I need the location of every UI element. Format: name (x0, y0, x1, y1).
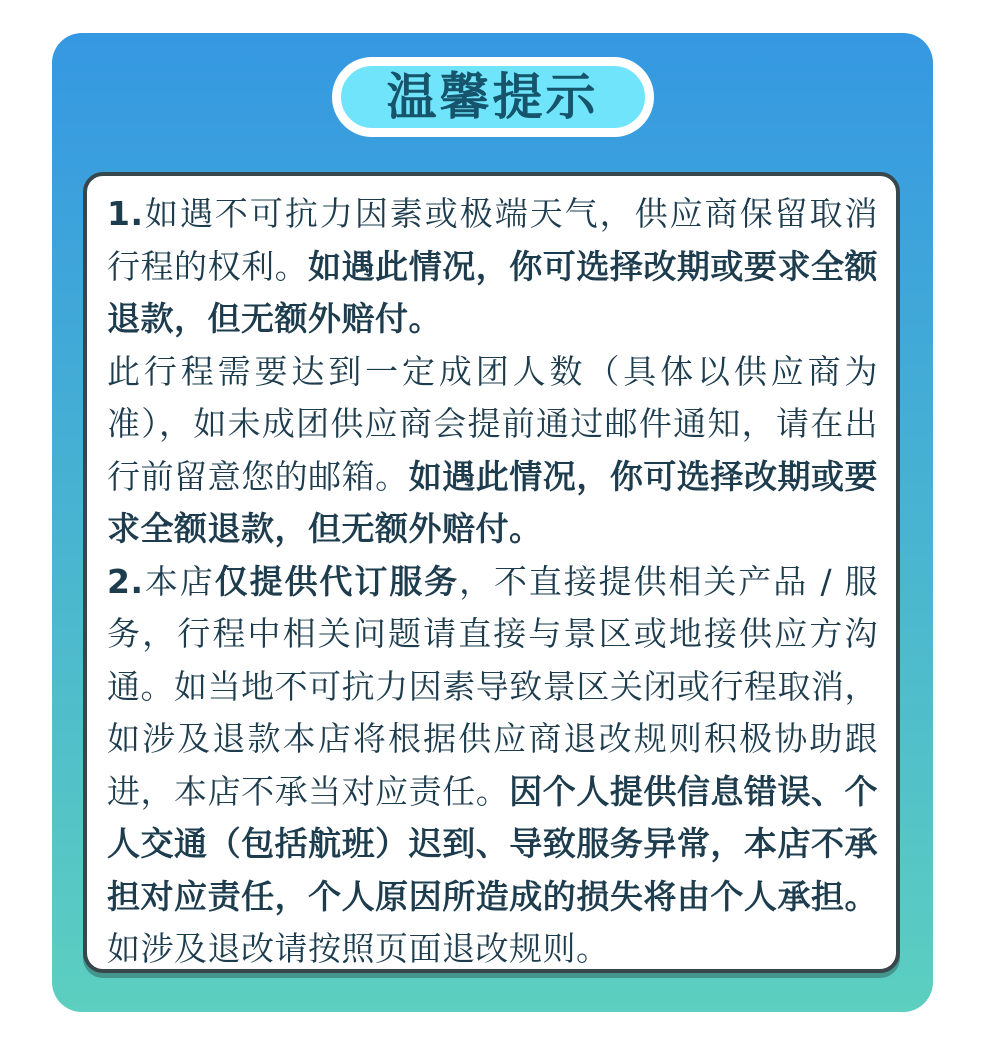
text-segment: 本店 (143, 561, 215, 601)
text-segment: 如遇不可抗力因素或极端天气，供应商保留取消行程的权利。 (107, 194, 878, 286)
text-segment: 此行程需要达到一定成团人数（具体以供应商为准），如未成团供应商会提前通过邮件通知，请在出行前留意您的邮箱。 (107, 351, 878, 496)
text-segment: 1. (107, 194, 144, 233)
notice-box (83, 172, 900, 973)
notice-paragraph (107, 556, 878, 974)
page-title: 温馨提示 (386, 68, 599, 126)
text-segment: 如涉及退改请按照页面退改规则。 (107, 929, 610, 968)
notice-paragraph (107, 346, 878, 556)
notice-paragraphs (107, 188, 878, 973)
text-segment: 如遇此情况，你可选择改期或要求全额退款，但无额外赔付。 (107, 456, 879, 548)
notice-paragraph (107, 188, 878, 346)
text-segment: 2. (107, 561, 144, 601)
text-segment: 如遇此情况，你可选择改期或要求全额退款，但无额外赔付。 (107, 246, 879, 338)
tips-header-pill (332, 57, 654, 137)
text-segment: 仅提供代订服务 (214, 561, 460, 601)
tips-card (52, 33, 933, 1012)
text-segment: ，不直接提供相关产品 / 服务，行程中相关问题请直接与景区或地接供应方沟通。如当地不可抗力因素导致景区关闭或行程取消，如涉及退款本店将根据供应商退改规则积极协助跟进，本店不承当对应责任。 (107, 561, 879, 811)
text-segment: 因个人提供信息错误、个人交通（包括航班）迟到、导致服务异常，本店不承担对应责任，个人原因所造成的损失将由个人承担。 (107, 771, 879, 916)
